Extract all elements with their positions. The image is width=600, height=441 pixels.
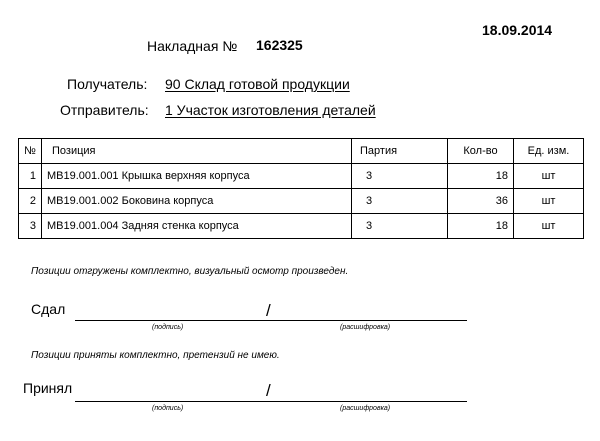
column-header-batch: Партия bbox=[352, 139, 448, 164]
row-qty: 18 bbox=[448, 214, 514, 239]
receipt-signature-line bbox=[75, 401, 467, 402]
receiver-value: 90 Склад готовой продукции bbox=[165, 76, 350, 92]
row-unit: шт bbox=[514, 164, 584, 189]
shipment-signature-hint: (подпись) bbox=[152, 324, 184, 331]
receipt-signer-label: Принял bbox=[23, 380, 73, 396]
receiver-label: Получатель: bbox=[67, 76, 148, 92]
column-header-unit: Ед. изм. bbox=[514, 139, 584, 164]
row-batch: 3 bbox=[352, 214, 448, 239]
table-row bbox=[19, 214, 584, 239]
table-row bbox=[19, 189, 584, 214]
receipt-note: Позиции приняты комплектно, претензий не имею. bbox=[31, 350, 280, 361]
sender-label: Отправитель: bbox=[60, 102, 149, 118]
receipt-signature-hint: (подпись) bbox=[152, 405, 184, 412]
row-qty: 18 bbox=[448, 164, 514, 189]
row-position: MB19.001.001 Крышка верхняя корпуса bbox=[42, 164, 352, 189]
table-header-row bbox=[19, 139, 584, 164]
receipt-signature-slash: / bbox=[266, 381, 271, 400]
invoice-title-label: Накладная № bbox=[147, 38, 238, 54]
invoice-number: 162325 bbox=[256, 37, 303, 53]
row-batch: 3 bbox=[352, 164, 448, 189]
column-header-position: Позиция bbox=[42, 139, 352, 164]
row-number: 1 bbox=[19, 164, 42, 189]
sender-value: 1 Участок изготовления деталей bbox=[165, 102, 376, 118]
invoice-date: 18.09.2014 bbox=[482, 22, 553, 38]
table-row bbox=[19, 164, 584, 189]
row-unit: шт bbox=[514, 214, 584, 239]
items-table bbox=[18, 138, 584, 239]
shipment-signature-line bbox=[75, 320, 467, 321]
shipment-note: Позиции отгружены комплектно, визуальный осмотр произведен. bbox=[31, 266, 349, 277]
column-header-qty: Кол-во bbox=[448, 139, 514, 164]
row-position: MB19.001.002 Боковина корпуса bbox=[42, 189, 352, 214]
receipt-decoding-hint: (расшифровка) bbox=[340, 405, 391, 412]
row-batch: 3 bbox=[352, 189, 448, 214]
row-number: 2 bbox=[19, 189, 42, 214]
column-header-number: № bbox=[19, 139, 42, 164]
row-qty: 36 bbox=[448, 189, 514, 214]
shipment-decoding-hint: (расшифровка) bbox=[340, 324, 391, 331]
row-unit: шт bbox=[514, 189, 584, 214]
row-number: 3 bbox=[19, 214, 42, 239]
row-position: MB19.001.004 Задняя стенка корпуса bbox=[42, 214, 352, 239]
shipment-signer-label: Сдал bbox=[31, 301, 66, 317]
shipment-signature-slash: / bbox=[266, 301, 271, 320]
